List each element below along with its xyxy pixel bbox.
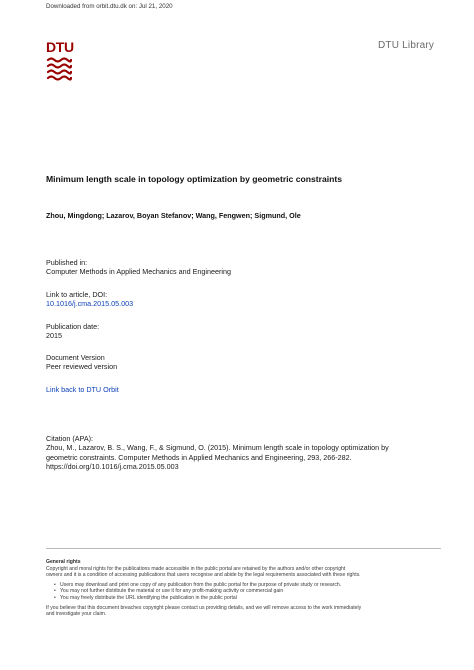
- publication-date-value: 2015: [46, 331, 62, 341]
- published-in-label: Published in:: [46, 258, 88, 267]
- rights-list: [46, 582, 441, 602]
- citation-line: https://doi.org/10.1016/j.cma.2015.05.003: [46, 461, 179, 471]
- doi-link[interactable]: 10.1016/j.cma.2015.05.003: [46, 299, 134, 309]
- publication-date-label: Publication date:: [46, 322, 100, 331]
- rights-intro-line: owners and it is a condition of accessing publications that users recognise and abide by the legal requirements associated with these rights.: [46, 572, 361, 579]
- dtu-logo-text: DTU: [46, 39, 74, 55]
- rights-outro-line: If you believe that this document breaches copyright please contact us providing details, and we will remove access to the work immediately: [46, 604, 362, 611]
- citation-block: [46, 434, 436, 471]
- doi-label: Link to article, DOI:: [46, 290, 108, 299]
- general-rights-block: [46, 559, 441, 618]
- rights-list-item: • Users may download and print one copy of any publication from the public portal for the purpose of private study or research.: [46, 582, 441, 589]
- rights-intro-line: Copyright and moral rights for the publications made accessible in the public portal are retained by the authors and/or other copyright: [46, 565, 346, 572]
- citation-line: geometric constraints. Computer Methods in Applied Mechanics and Engineering, 293, 266-282.: [46, 452, 352, 462]
- dtu-library-label: DTU Library: [378, 40, 435, 51]
- publication-date-block: [46, 322, 436, 341]
- rights-outro-line: and investigate your claim.: [46, 611, 107, 618]
- download-note: Downloaded from orbit.dtu.dk on: Jul 21, 2020: [46, 3, 173, 10]
- document-version-value: Peer reviewed version: [46, 362, 118, 372]
- document-version-label: Document Version: [46, 353, 105, 362]
- document-version-block: [46, 353, 436, 372]
- orbit-link[interactable]: Link back to DTU Orbit: [46, 385, 119, 394]
- citation-line: Zhou, M., Lazarov, B. S., Wang, F., & Sigmund, O. (2015). Minimum length scale in topology optimization by: [46, 443, 389, 453]
- published-in-value: Computer Methods in Applied Mechanics and Engineering: [46, 267, 231, 277]
- document-title: Minimum length scale in topology optimization by geometric constraints: [46, 174, 343, 184]
- rights-list-item: • You may freely distribute the URL identifying the publication in the public portal: [46, 595, 441, 602]
- dtu-logo-waves-icon: [46, 57, 72, 81]
- citation-label: Citation (APA):: [46, 434, 93, 443]
- general-rights-title: General rights: [46, 559, 81, 565]
- footer-divider: [46, 548, 441, 549]
- doi-block: [46, 290, 436, 309]
- rights-list-item: • You may not further distribute the material or use it for any profit-making activity or commercial gain: [46, 588, 441, 595]
- document-authors: Zhou, Mingdong; Lazarov, Boyan Stefanov; Wang, Fengwen; Sigmund, Ole: [46, 211, 301, 220]
- published-in-block: [46, 258, 436, 277]
